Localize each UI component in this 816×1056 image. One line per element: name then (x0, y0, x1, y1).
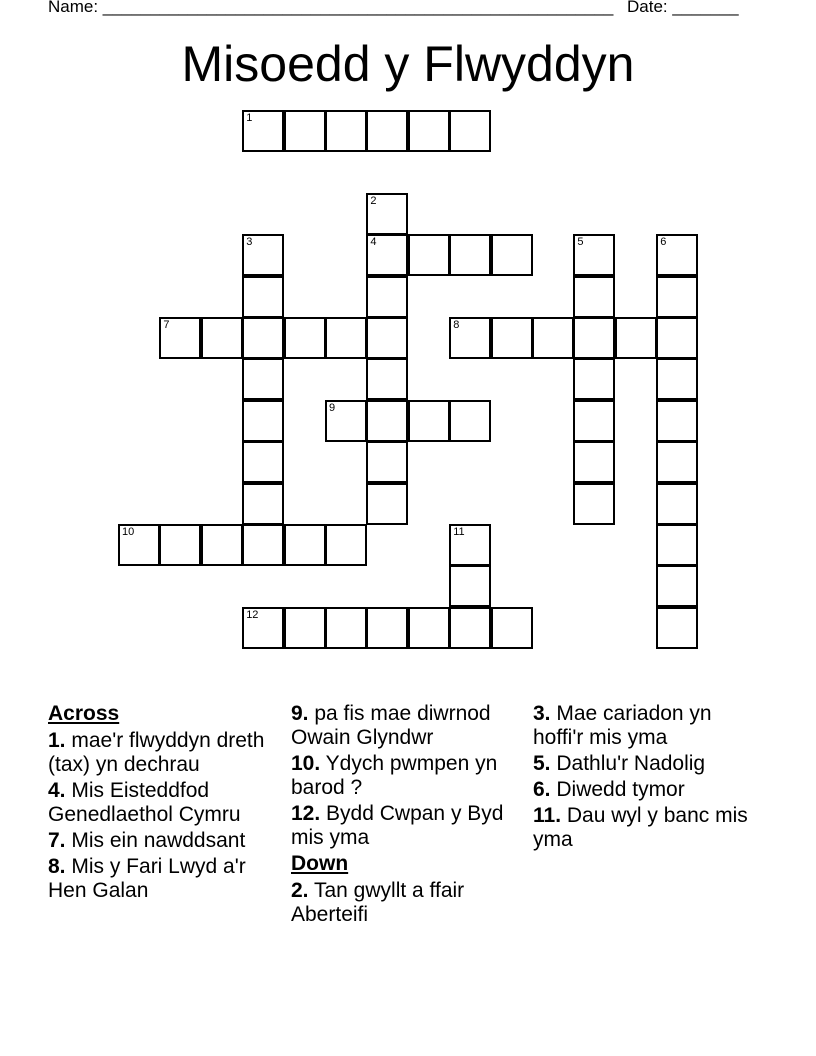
grid-cell[interactable] (449, 524, 491, 566)
clue-down-5 (533, 752, 765, 776)
page-title: Misoedd y Flwyddyn (181, 36, 635, 92)
clue-text: Dathlu'r Nadolig (556, 752, 706, 775)
cell-number: 7 (163, 319, 170, 331)
grid-cell[interactable] (284, 110, 326, 152)
clue-number: 11. (533, 804, 562, 827)
grid-cell[interactable] (573, 276, 615, 318)
clue-across-1 (48, 729, 280, 777)
clue-number: 1. (48, 729, 66, 752)
grid-cell[interactable] (242, 441, 284, 483)
clue-down-6 (533, 778, 765, 802)
clue-number: 3. (533, 702, 551, 725)
clue-text: Diwedd tymor (556, 778, 685, 801)
across-heading: Across (48, 702, 120, 725)
grid-cell[interactable] (159, 317, 201, 359)
cell-number: 11 (453, 526, 465, 538)
cell-number: 2 (370, 194, 377, 207)
grid-cell[interactable] (284, 607, 326, 649)
clue-down-3 (533, 702, 765, 750)
clue-number: 8. (48, 855, 66, 878)
cell-number: 6 (660, 236, 667, 249)
clue-number: 4. (48, 779, 66, 802)
grid-cell[interactable] (615, 317, 657, 359)
grid-cell[interactable] (573, 441, 615, 483)
grid-cell[interactable] (366, 317, 408, 359)
grid-cell[interactable] (656, 483, 698, 525)
clue-across-7 (48, 829, 280, 853)
grid-cell[interactable] (242, 524, 284, 566)
cell-number: 12 (246, 608, 259, 621)
grid-cell[interactable] (408, 110, 450, 152)
grid-cell[interactable] (366, 483, 408, 525)
grid-cell[interactable] (325, 317, 367, 359)
clue-number: 2. (291, 879, 309, 902)
grid-cell[interactable] (656, 358, 698, 400)
grid-cell[interactable] (449, 607, 491, 649)
clue-text: Dau wyl y banc mis yma (533, 804, 748, 851)
grid-cell[interactable] (366, 358, 408, 400)
cell-number: 8 (453, 319, 460, 331)
clue-column-1 (48, 702, 280, 905)
clue-column-2 (291, 702, 523, 929)
grid-cell[interactable] (325, 607, 367, 649)
grid-cell[interactable] (366, 276, 408, 318)
grid-cell[interactable] (573, 317, 615, 359)
name-field[interactable]: Name: ______________________________________________________ (48, 0, 614, 16)
grid-cell[interactable] (449, 110, 491, 152)
grid-cell[interactable] (449, 565, 491, 607)
grid-cell[interactable] (656, 400, 698, 442)
clue-text: mae'r flwyddyn dreth (tax) yn dechrau (48, 729, 265, 776)
grid-cell[interactable] (573, 483, 615, 525)
grid-cell[interactable] (408, 607, 450, 649)
grid-cell[interactable] (491, 234, 533, 276)
grid-cell[interactable] (159, 524, 201, 566)
grid-cell[interactable] (242, 358, 284, 400)
grid-cell[interactable] (201, 524, 243, 566)
clue-across-9 (291, 702, 523, 750)
grid-cell[interactable] (366, 110, 408, 152)
grid-cell[interactable] (366, 234, 408, 276)
clue-number: 7. (48, 829, 66, 852)
grid-cell[interactable] (656, 565, 698, 607)
grid-cell[interactable] (656, 276, 698, 318)
clue-text: Tan gwyllt a ffair Aberteifi (291, 879, 465, 926)
clue-text: Mis ein nawddsant (71, 829, 246, 852)
clue-down-11 (533, 804, 765, 852)
cell-number: 5 (577, 236, 584, 249)
clue-text: Mis y Fari Lwyd a'r Hen Galan (48, 855, 246, 902)
grid-cell[interactable] (491, 317, 533, 359)
clue-text: Bydd Cwpan y Byd mis yma (291, 802, 504, 849)
grid-cell[interactable] (656, 234, 698, 276)
grid-cell[interactable] (242, 317, 284, 359)
clue-text: Mis Eisteddfod Genedlaethol Cymru (48, 779, 241, 826)
date-field[interactable]: Date: _______ (627, 0, 739, 16)
grid-cell[interactable] (491, 607, 533, 649)
grid-cell[interactable] (366, 441, 408, 483)
grid-cell[interactable] (325, 400, 367, 442)
cell-number: 3 (246, 236, 253, 249)
grid-cell[interactable] (242, 483, 284, 525)
clue-text: Ydych pwmpen yn barod ? (291, 752, 498, 799)
grid-cell[interactable] (325, 110, 367, 152)
grid-cell[interactable] (656, 317, 698, 359)
cell-number: 1 (246, 112, 253, 124)
grid-cell[interactable] (242, 276, 284, 318)
grid-cell[interactable] (656, 524, 698, 566)
grid-cell[interactable] (449, 317, 491, 359)
clue-across-8 (48, 855, 280, 903)
clue-down-2 (291, 879, 523, 927)
clue-across-4 (48, 779, 280, 827)
clue-column-3 (533, 702, 765, 854)
clue-across-12 (291, 802, 523, 850)
grid-cell[interactable] (242, 607, 284, 649)
grid-cell[interactable] (449, 400, 491, 442)
clue-number: 5. (533, 752, 551, 775)
grid-cell[interactable] (284, 317, 326, 359)
grid-cell[interactable] (408, 234, 450, 276)
clue-text: pa fis mae diwrnod Owain Glyndwr (291, 702, 491, 749)
down-heading: Down (291, 852, 349, 875)
grid-cell[interactable] (573, 234, 615, 276)
grid-cell[interactable] (242, 400, 284, 442)
grid-cell[interactable] (118, 524, 160, 566)
clue-across-10 (291, 752, 523, 800)
grid-cell[interactable] (366, 400, 408, 442)
grid-cell[interactable] (449, 234, 491, 276)
clue-number: 10. (291, 752, 321, 775)
clue-number: 9. (291, 702, 309, 725)
grid-cell[interactable] (573, 358, 615, 400)
grid-cell[interactable] (573, 400, 615, 442)
clue-number: 6. (533, 778, 551, 801)
grid-cell[interactable] (201, 317, 243, 359)
grid-cell[interactable] (242, 234, 284, 276)
cell-number: 10 (122, 526, 135, 538)
grid-cell[interactable] (532, 317, 574, 359)
clue-number: 12. (291, 802, 321, 825)
grid-cell[interactable] (366, 193, 408, 235)
clue-text: Mae cariadon yn hoffi'r mis yma (533, 702, 712, 749)
grid-cell[interactable] (242, 110, 284, 152)
grid-cell[interactable] (656, 441, 698, 483)
cell-number: 9 (329, 401, 336, 414)
cell-number: 4 (370, 236, 377, 249)
grid-cell[interactable] (325, 524, 367, 566)
grid-cell[interactable] (656, 607, 698, 649)
grid-cell[interactable] (284, 524, 326, 566)
grid-cell[interactable] (408, 400, 450, 442)
grid-cell[interactable] (366, 607, 408, 649)
